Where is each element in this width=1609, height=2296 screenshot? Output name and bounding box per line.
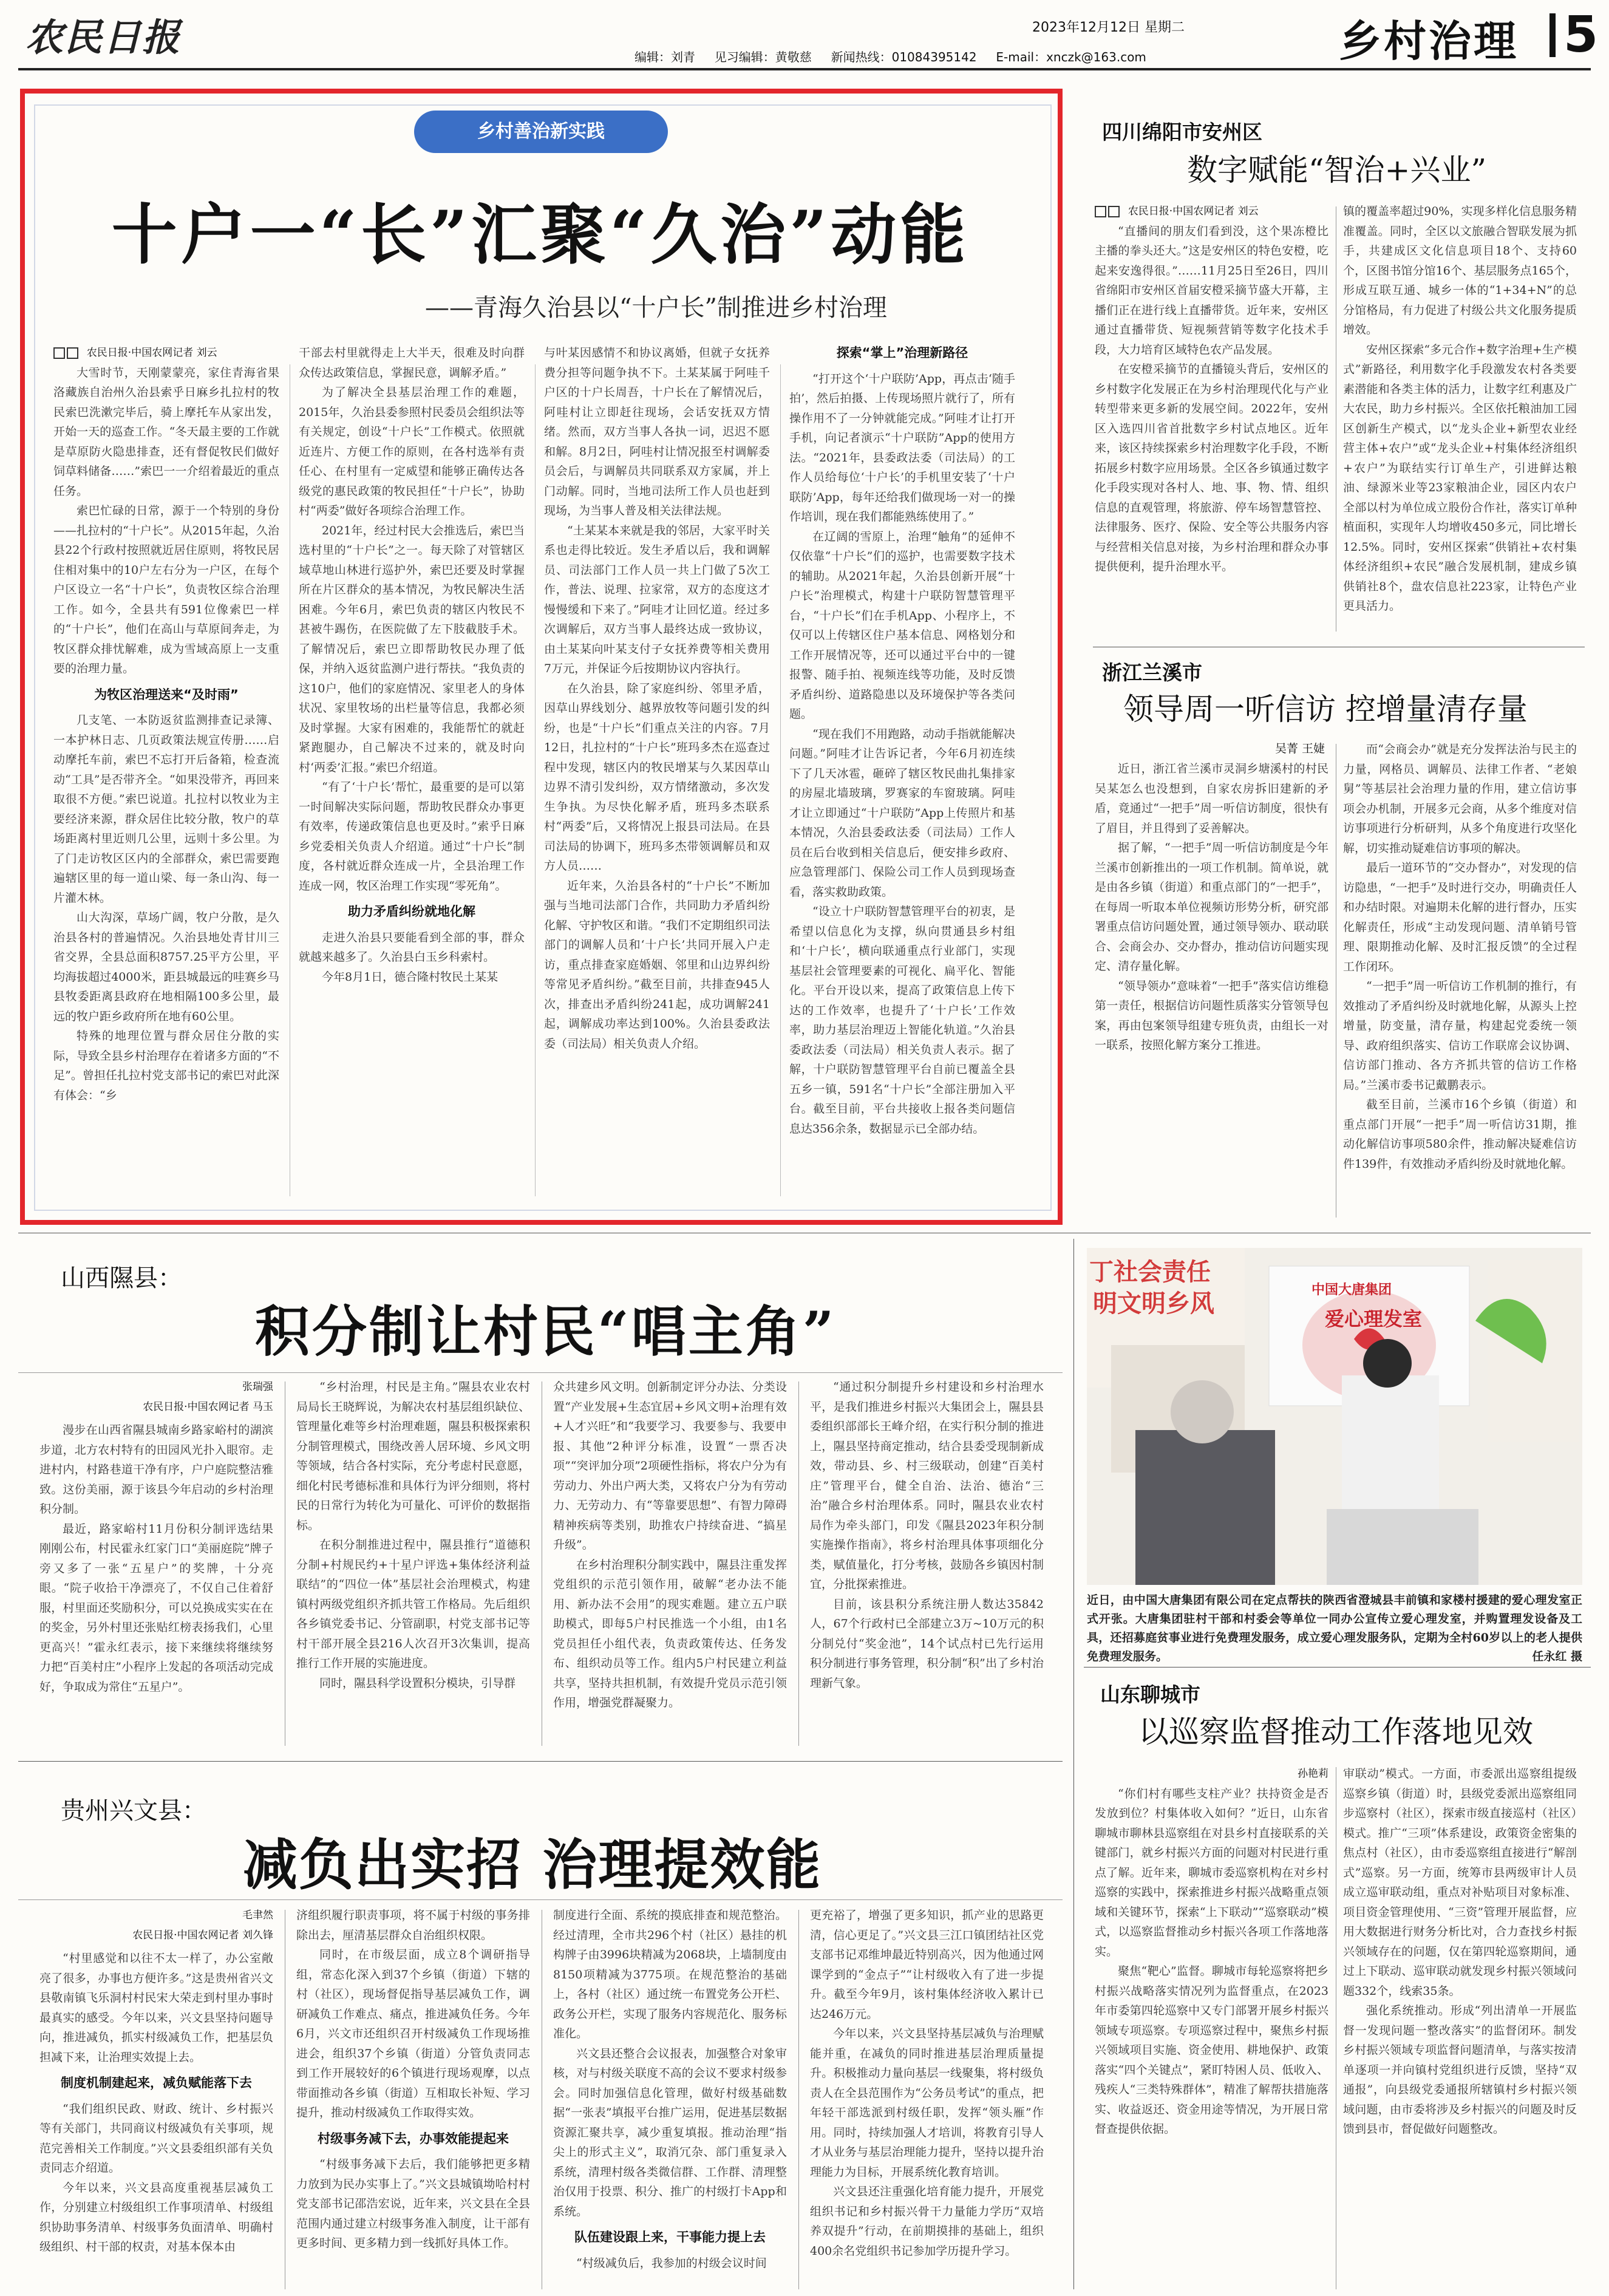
lead-subtitle: ——青海久治县以“十户长”制推进乡村治理 (425, 294, 887, 322)
room-name: 爱心理发室 (1325, 1307, 1423, 1330)
paragraph: 据了解，“一把手”周一听信访制度是今年兰溪市创新推出的一项工作机制。简单说，就是由各乡镇（街道）和重点部门的“一把手”，在每周一听取本单位视频访形势分析，研究部署重点信访问题处置，通过领导领办、联动联合、会商会办、交办督办，推动信访问题实现定、清存量化解。 (1095, 841, 1328, 973)
paragraph: “村里感觉和以往不太一样了，办公室敞亮了很多，办事也方便许多。”这是贵州省兴文县敬南镇飞乐洞村村民宋大荣走到村里办事时最真实的感受。今年以来，兴文县坚持问题导向，推进减负，抓实村级减负工作，把基层负担减下来，让治理实效提上去。 (39, 1952, 273, 2064)
paragraph: “村级减负后，我参加的村级会议时间 (576, 2256, 767, 2270)
paragraph: 2021年，经过村民大会推选后，索巴当选村里的“十户长”之一。每天除了对管辖区域草地山林进行巡护外，索巴还要及时掌握所在片区群众的基本情况，为牧民解决生活困难。今年6月，索巴负责的辖区内牧民不甚被牛踢伤，在医院做了左下肢截肢手术。了解情况后，索巴立即帮助牧民办理了低保，并纳入返贫监测户进行帮扶。“我负责的这10户，他们的家庭情况、家里老人的身体状况、家里牧场的出栏量等信息，我都必须及时掌握。大家有困难的，我能帮忙的就赶紧跑腿办，自己解决不过来的，就及时向村‘两委’汇报。”索巴介绍道。 (299, 523, 525, 774)
paragraph: 几支笔、一本防返贫监测排查记录簿、一本护林日志、几页政策法规宣传册……启动摩托车前，索巴不忘打开后备箱，检查流动“工具”是否带齐全。“如果没带齐，再回来取很不方便。”索巴说道。扎拉村以牧业为主要经济来源，群众居住比较分散，牧户的草场距离村里近则几公里，远则十多公里。为了门走访牧区区内的全部群众，索巴需要跑遍辖区里的每一道山梁、每一条山沟、每一片灌木林。 (53, 714, 279, 905)
mianyang-column-2 (1343, 202, 1577, 639)
mianyang-title: 数字赋能“智治+兴业” (1187, 152, 1487, 188)
editor: 编辑：刘青 (634, 50, 695, 64)
subheading: 助力矛盾纠纷就地化解 (348, 904, 475, 919)
photo-credit: 任永红 摄 (1532, 1650, 1582, 1663)
paragraph: 制度进行全面、系统的摸底排查和规范整治。经过清理，全市共296个村（社区）悬挂的机构牌子由3996块精减为2068块，上墙制度由8150项精减为3775项。在规范整治的基础上，各村（社区）通过统一布置党务公开栏、政务公开栏，实现了服务内容规范化、服务标准化。 (553, 1909, 787, 2040)
paragraph: “村级事务减下去后，我们能够把更多精力放到为民办实事上了。”兴文县城镇坳哈村村党支部书记邵浩宏说，近年来，兴文县在全县范围内通过建立村级事务准入制度，让干部有更多时间、更多精力到一线抓好具体工作。 (296, 2158, 530, 2250)
news-photo (1087, 1248, 1582, 1585)
paragraph: 与叶某因感情不和协议离婚，但就子女抚养费分担等问题争执不下。土某某属于阿哇千户区的十户长周吾，十户长在了解情况后，阿哇村让立即赶往现场，会话安抚双方情绪。然而，双方当事人各执一词，迟迟不愿和解。8月2日，阿哇村让情况报至村调解委员会后，与调解员共同联系双方家属，并上门动解。同时，当地司法所工作人员也赶到现场，为当事人普及相关法律法规。 (544, 346, 770, 517)
mianyang-byline: 农民日报·中国农网记者 刘云 (1095, 202, 1328, 222)
paragraph: 在积分制推进过程中，隰县推行“道德积分制+村规民约+十星户评选+集体经济利益联结”的“四位一体”基层社会治理模式，构建镇村两级党组织齐抓共管工作格局。先后组织各乡镇党委书记、分管副职，村党支部书记等村干部开展全县216人次召开3次集训，提高推行工作开展的实施进度。 (296, 1538, 530, 1670)
news-hotline: 新闻热线：01084395142 (831, 50, 977, 64)
paragraph: 强化系统推动。形成“列出清单一开展监督一发现问题一整改落实”的监督闭环。制发乡村振兴领域专项监督问题清单，与落实按清单逐项一并向镇村党组织进行反馈，坚持“双通报”，向县级党委通报所辖镇村乡村振兴领域问题，由市委将涉及乡村振兴的问题及时反馈到县市，督促做好问题整改。 (1343, 2004, 1577, 2136)
lead-title: 十户一“长”汇聚“久治”动能 (111, 197, 970, 273)
paragraph: 聚焦“靶心”监督。聊城市每轮巡察将把乡村振兴战略落实情况列为监督重点，在2023年市委第四轮巡察中又专门部署开展乡村振兴领域专项巡察。专项巡察过程中，聚焦乡村振兴领域项目实施、资金使用、耕地保护、政策落实“四个关键点”，紧盯特困人员、低收入、残疾人“三类特殊群体”，精准了解帮扶措施落实、收益返还、资金用途等情况，为开展日常督查提供依据。 (1095, 1964, 1328, 2136)
lanxi-title: 领导周一听信访 控增量清存量 (1123, 692, 1528, 727)
room-brand: 中国大唐集团 (1311, 1283, 1392, 1298)
subheading: 为牧区治理送来“及时雨” (94, 687, 239, 702)
mianyang-region: 四川绵阳市安州区 (1102, 120, 1262, 144)
xingwen-column-1 (39, 1906, 273, 2291)
xixian-byline: 农民日报·中国农网记者 马玉 (143, 1400, 273, 1413)
wall-sign-line-2: 明文明乡风 (1093, 1290, 1214, 1318)
paragraph: 在久治县，除了家庭纠纷、邻里矛盾，因草山界线划分、越界放牧等问题引发的纠纷，也是“十户长”们重点关注的内容。7月12日，扎拉村的“十户长”班玛多杰在巡查过程中发现，辖区内的牧民增某与久某因草山边界不清引发纠纷，双方情绪激动，多次发生争执。为尽快化解矛盾，班玛多杰联系村“两委”后，又将情况上报县司法局。在县司法局的协调下，班玛多杰带领调解员和双方人员…… (544, 681, 770, 873)
editor-credit (634, 47, 1146, 65)
lead-byline: 农民日报·中国农网记者 刘云 (53, 343, 279, 363)
masthead-logo: 农民日报 (26, 15, 182, 60)
paragraph: “设立十户联防智慧管理平台的初衷，是希望以信息化为支撑，纵向贯通县乡村组和‘十户长’，横向联通重点行业部门，实现基层社会管理要素的可视化、扁平化、智能化。平台开设以来，提高了政策信息上传下达的工作效率，也提升了‘十户长’工作效率，助力基层治理迈上智能化轨道。”久治县委政法委（司法局）相关负责人表示。据了解，十户联防智慧管理平台自前已覆盖全县五乡一镇，591名“十户长”全部注册加入平台。截至目前，平台共接收上报各类问题信息达356余条，数据显示已全部办结。 (789, 905, 1015, 1136)
paragraph: 截至目前，兰溪市16个乡镇（街道）和重点部门开展“一把手”周一听信访31期，推动化解信访事项580余件，推动解决疑难信访件139件，有效推动矛盾纠纷及时就地化解。 (1343, 1098, 1577, 1171)
liaocheng-column-1 (1095, 1764, 1328, 2291)
xixian-author: 张瑞强 (242, 1381, 273, 1393)
subheading: 制度机制建起来，减负赋能落下去 (61, 2076, 252, 2090)
paragraph: 同时，隰县科学设置积分模块，引导群 (319, 1676, 516, 1690)
paragraph: 在辽阔的雪原上，治理“触角”的延伸不仅依靠“十户长”们的巡护，也需要数字技术的辅助。从2021年起，久治县创新开展“十户长”治理模式，构建十户联防智慧管理平台，“十户长”们在手机App、小程序上，不仅可以上传辖区住户基本信息、网格划分和工作开展情况等，还可以通过平台中的一键报警、随手拍、视频连线等功能，及时反馈矛盾纠纷、道路隐患以及环境保护等各类问题。 (789, 530, 1015, 721)
paragraph: 干部去村里就得走上大半天，很难及时向群众传达政策信息，掌握民意，调解矛盾。” (299, 346, 525, 380)
paragraph: 索巴忙碌的日常，源于一个特别的身份——扎拉村的“十户长”。从2015年起，久治县22个行政村按照就近居住原则，将牧民居住相对集中的10户左右分为一户区，在每个户区设立一名“十户长”，负责牧区综合治理工作。如今，全县共有591位像索巴一样的“十户长”，他们在高山与草原间奔走，为牧区群众排忧解难，成为雪域高原上一支重要的治理力量。 (53, 504, 279, 675)
paragraph: “有了‘十户长’帮忙，最重要的是可以第一时间解决实际问题，帮助牧民群众办事更有效率，传递政策信息也更及时。”索乎日麻乡党委相关负责人介绍道。通过“十户长”制度，各村就近群众连成一片，全县治理工作连成一网，牧区治理工作实现“零死角”。 (299, 780, 525, 893)
liaocheng-column-2 (1343, 1764, 1577, 2291)
lead-column-4 (789, 343, 1015, 1205)
liaocheng-region: 山东聊城市 (1100, 1683, 1200, 1706)
liaocheng-title: 以巡察监督推动工作落地见效 (1138, 1714, 1533, 1749)
subheading: 探索“掌上”治理新路径 (836, 346, 968, 360)
lanxi-column-2 (1343, 740, 1577, 1219)
wall-sign-line-1: 丁社会责任 (1089, 1258, 1211, 1286)
section-name: 乡村治理 (1339, 16, 1519, 66)
paragraph: “一把手”周一听信访工作机制的推行，有效推动了矛盾纠纷及时就地化解，从源头上控增量，防变量，清存量，构建起党委统一领导、政府组织落实、信访工作联席会议协调、信访部门推动、各方齐抓共管的信访工作格局。”兰溪市委书记戴鹏表示。 (1343, 979, 1577, 1092)
subheading: 村级事务减下去，办事效能提起来 (318, 2131, 509, 2146)
paragraph: “土某某本来就是我的邻居，大家平时关系也走得比较近。发生矛盾以后，我和调解员、司法部门工作人员一共上门做了5次工作，普法、说理、拉家常，双方的态度这才慢慢缓和下来了。”阿哇才让回忆道。经过多次调解后，双方当事人最终达成一致协议，由土某某向叶某支付子女抚养费等相关费用7万元，并保证今后按期协议内容执行。 (544, 523, 770, 675)
proof-editor: 见习编辑：黄敬慈 (714, 50, 812, 64)
paragraph: 最后一道环节的“交办督办”，对发现的信访隐患，“一把手”及时进行交办，明确责任人和办结时限。对遍期未化解的进行督办，压实化解责任，形成“主动发现问题、清单销号管理、限期推动化解、及时汇报反馈”的全过程工作闭环。 (1343, 861, 1577, 973)
email: E-mail：xnczk@163.com (996, 50, 1146, 64)
xixian-column-2 (296, 1377, 530, 1748)
xingwen-column-3 (553, 1906, 787, 2291)
paragraph: 漫步在山西省隰县城南乡路家峪村的湖滨步道，北方农村特有的田园风光扑入眼帘。走进村内，村路巷道干净有序，户户庭院整洁雅致。这份美丽，源于该县今年启动的乡村治理积分制。 (39, 1423, 273, 1516)
paragraph: 近日，浙江省兰溪市灵洞乡塘溪村的村民吴某怎么也没想到，自家农房拆旧建新的矛盾，竟通过“一把手”周一听信访制度，很快有了眉目，并且得到了妥善解决。 (1095, 762, 1328, 835)
paragraph: 兴文县还注重强化培育能力提升，开展党组织书记和乡村振兴骨干力量能力学历“双培养双提升”行动，在前期摸排的基础上，组织400余名党组织书记参加学历提升学习。 (810, 2185, 1044, 2258)
paragraph: 近年来，久治县各村的“十户长”不断加强与当地司法部门合作，共同助力矛盾纠纷化解、守护牧区和谐。“我们不定期组织司法部门的调解人员和‘十户长’共同开展入户走访，重点排查家庭婚姻、邻里和山边界纠纷等常见矛盾纠纷。”截至目前，共排查945人次，排查出矛盾纠纷241起，成功调解241起，调解成功率达到100%。久治县委政法委（司法局）相关负责人介绍。 (544, 879, 770, 1051)
paragraph: 走进久治县只要能看到全部的事，群众就越来越多了。久治县白玉乡科索村。 (299, 930, 525, 964)
lanxi-byline: 吴菁 王婕 (1275, 742, 1325, 755)
paragraph: “我们组织民政、财政、统计、乡村振兴等有关部门，共同商议村级减负有关事项，规范完善相关工作制度。”兴文县委组织部有关负责同志介绍道。 (39, 2102, 273, 2175)
xixian-column-3 (553, 1377, 787, 1748)
paragraph: 今年以来，兴文县坚持基层减负与治理赋能并重，在减负的同时推进基层治理质量提升。积极推动力量向基层一线聚集，将村级负责人在全县范围作为“公务员考试”的重点，把年轻干部选派到村级任职，发挥“领头雁”作用。同时，持续加强人才培训，将教育引导人才从业务与基层治理能力提升，坚持以提升治理能力为目标，开展系统化教育培训。 (810, 2027, 1044, 2179)
issue-date: 2023年12月12日 星期二 (1032, 20, 1185, 35)
xixian-column-4 (810, 1377, 1044, 1748)
xixian-column-1 (39, 1377, 273, 1748)
liaocheng-author: 孙艳莉 (1298, 1768, 1328, 1780)
paragraph: 山大沟深，草场广阔，牧户分散，是久治县各村的普遍情况。久治县地处青甘川三省交界，全县总面积8757.25平方公里，平均海拔超过4000米，距县城最远的哇赛乡马县牧委距离县政府在地相隔100多公里，最远的牧户距乡政府所在地有60公里。 (53, 911, 279, 1023)
paragraph: 在乡村治理积分制实践中，隰县注重发挥党组织的示范引领作用，破解“老办法不能用、新办法不会用”的现实难题。建立五户联助模式，即每5户村民推选一个小组，由1名党员担任小组代表，负责政策传达、任务发布、组织动员等工作。组内5户村民建立利益共享，坚持共担机制，有效提升党员示范引领作用，增强党群凝聚力。 (553, 1558, 787, 1709)
lead-column-1 (53, 343, 279, 1205)
paragraph: 众共建乡风文明。创新制定评分办法、分类设置“产业发展+生态宜居+乡风文明+治理有效+人才兴旺”和“我要学习、我要参与、我要申报、其他”2种评分标准，设置“一票否决项”“突评加分项”2项硬性指标，将农户分为有劳动力、外出户两大类，又将农户分为有劳动力、无劳动力、有“等靠要思想”、有智力障碍精神疾病等类别，助推农户持续奋进、“搞星升级”。 (553, 1380, 787, 1552)
lanxi-column-1 (1095, 759, 1328, 1211)
paragraph: 更充裕了，增强了更多知识，抓产业的思路更清，信心更足了。”兴文县三江口镇团结社区党支部书记邓维坤最近特别高兴，因为他通过网课学到的“金点子”“让村级收入有了进一步提升。截至今年9月，该村集体经济收入累计已达246万元。 (810, 1909, 1044, 2021)
section-divider-bar (1549, 13, 1556, 57)
paragraph: 安州区探索“多元合作+数字治理+生产模式”新路径，利用数字化手段激发农村各类要素潜能和各类主体的活力，让数字红利惠及广大农民，助力乡村振兴。全区依托粮油加工园区创新生产模式，以“龙头企业+新型农业经营主体+农户”或“龙头企业+村集体经济组织+农户”为联结实行订单生产，引进鲜达粮油、绿源米业等23家粮油企业，园区内农户全部以村为单位成立股份合作社，落实订单种植面积，实现年人均增收450多元，同比增长12.5%。同时，安州区探索“供销社+农村集体经济组织+农民”融合发展机制，建成乡镇供销社8个，盘农信息社223家，让特色产业更具活力。 (1343, 342, 1577, 613)
paragraph: 大雪时节，天刚蒙蒙亮，家住青海省果洛藏族自治州久治县索乎日麻乡扎拉村的牧民索巴洗漱完毕后，骑上摩托车从家出发，开始一天的巡查工作。“冬天最主要的工作就是草原防火隐患排查，还有督促牧民们做好饲草料储备……”索巴一一介绍着最近的重点任务。 (53, 366, 279, 498)
xingwen-author: 毛聿然 (242, 1909, 273, 1921)
xixian-title: 积分制让村民“唱主角” (255, 1300, 837, 1364)
photo-caption: 近日，由中国大唐集团有限公司在定点帮扶的陕西省澄城县丰前镇和家楼村援建的爱心理发室正式开张。大唐集团驻村干部和村委会等单位一同办公宣传立爱心理发室，并购置理发设备及工具，还招募庭贫事业进行免费理发服务，成立爱心理发服务队，定期为全村60岁以上的老人提供免费理发服务。 任永红 摄 (1087, 1591, 1582, 1666)
masthead-rule (18, 68, 1591, 70)
xingwen-column-4 (810, 1906, 1044, 2291)
paragraph: “乡村治理，村民是主角。”隰县农业农村局局长王晓辉说，为解决农村基层组织缺位、管理量化难等乡村治理难题，隰县积极探索积分制管理模式，围绕改善人居环境、乡风文明等领域，结合各村实际，充分考虑村民意愿，细化村民考德标准和具体行为评分细则，将村民的日常行为转化为可量化、可评价的数据指标。 (296, 1380, 530, 1532)
paragraph: “领导领办”意味着“一把手”落实信访维稳第一责任，根据信访问题性质落实分管领导包案，再由包案领导组建专班负责，由组长一对一联系，按照化解方案分工推进。 (1095, 979, 1328, 1052)
paragraph: 在安橙采摘节的直播镜头背后，安州区的乡村数字化发展正在为乡村治理现代化与产业转型带来更多新的发展空间。2022年，安州区入选四川省首批数字乡村试点地区。近年来，该区持续探索乡村治理数字化手段，不断拓展乡村数字应用场景。全区各乡镇通过数字化手段实现对各村人、地、事、物、情、组织信息的直观管理，将旅游、停车场智慧管控、法律服务、医疗、保险、安全等公共服务内容与经营相关信息对接，为乡村治理和群众办事提供便利，提升治理水平。 (1095, 363, 1328, 573)
paragraph: “通过积分制提升乡村建设和乡村治理水平，是我们推进乡村振兴大集团会上，隰县县委组织部部长王峰介绍，在实行积分制的推进上，隰县坚持商定推动，结合县委受现制新成效，带动县、乡、村三级联动，创建“百美村庄”管理平台，健全自治、法治、德治“三治”融合乡村治理体系。同时，隰县农业农村局作为牵头部门，印发《隰县2023年积分制实施操作指南》，将乡村治理具体事项细化分类，赋值量化，打分考核，鼓励各乡镇因村制宜，分批探索推进。 (810, 1380, 1044, 1591)
xingwen-column-2 (296, 1906, 530, 2291)
subheading: 队伍建设跟上来，干事能力提上去 (574, 2230, 766, 2244)
xingwen-title: 减负出实招 治理提效能 (243, 1833, 822, 1897)
paragraph: 济组织履行职责事项，将不属于村级的事务排除出去，厘清基层群众自治组织权限。 (296, 1909, 530, 1942)
xingwen-byline: 农民日报·中国农网记者 刘久锋 (132, 1929, 273, 1941)
lead-column-2 (299, 343, 525, 1205)
section-tag: 乡村善治新实践 (414, 111, 668, 153)
paragraph: 今年以来，兴文县高度重视基层减负工作，分别建立村级组织工作事项清单、村级组织协助事务清单、村级事务负面清单、明确村级组织、村干部的权责，对基本保本由 (39, 2181, 273, 2253)
mianyang-column-1 (1095, 202, 1328, 639)
xixian-region: 山西隰县： (61, 1264, 182, 1292)
paragraph: 目前，该县积分系统注册人数达35842人，67个行政村已全部建立3万~10万元的积分制兑付“奖金池”，14个试点村已先行运用积分制进行事务管理，积分制“积”出了乡村治理新气象。 (810, 1597, 1044, 1690)
paragraph: 镇的覆盖率超过90%，实现多样化信息服务精准覆盖。同时，全区以文旅融合智联发展为抓手，共建成区文化信息项目18个、支持60个，区图书馆分馆16个、基层服务点165个，形成互联互通、城乡一体的“1+34+N”的总分馆格局，有力促进了村级公共文化服务提质增效。 (1343, 205, 1577, 336)
paragraph: 审联动”模式。一方面，市委派出巡察组提级巡察乡镇（街道）时，县级党委派出巡察组同步巡察村（社区），探索市级直接巡村（社区）模式。推广“三项”体系建设，政策资金密集的焦点村（社区），由市委巡察组直接进行“解剖式”巡察。另一方面，统筹市县两级审计人员成立巡审联动组，重点对补贴项目对象标准、项目资金管理使用、“三资”管理开展监督，应用大数据进行财务分析比对，合力查找乡村振兴领域存在的问题，仅在第四轮巡察期间，通过上下联动、巡审联动就发现乡村振兴领域问题332个，线索35条。 (1343, 1767, 1577, 1998)
xingwen-region: 贵州兴文县： (61, 1797, 206, 1825)
paragraph: 而“会商会办”就是充分发挥法治与民主的力量，网格员、调解员、法律工作者、“老娘舅”等基层社会治理力量的作用，建立信访事项会办机制，开展多元会商，从多个维度对信访事项进行分析研判，从多个角度进行攻坚化解，切实推动疑难信访事项的解决。 (1343, 743, 1577, 855)
page-number: 5 (1563, 6, 1599, 64)
paragraph: “打开这个‘十户联防’App，再点击‘随手拍’，然后拍摄、上传现场照片就行了，所有操作用不了一分钟就能完成。”阿哇才让打开手机，向记者演示“十户联防”App的使用方法。“2021年，县委政法委（司法局）的工作人员给每位‘十户长’的手机里安装了‘十户联防’App，每年还给我们做现场一对一的操作培训，现在我们都能熟练使用了。” (789, 372, 1015, 523)
lanxi-region: 浙江兰溪市 (1102, 661, 1202, 684)
paragraph: “现在我们不用跑路，动动手指就能解决问题。”阿哇才让告诉记者，今年6月初连续下了几天冰雹，砸碎了辖区牧民曲扎集排家的房屋北墙玻璃，罗赛家的车窗玻璃。阿哇才让立即通过“十户联防”App上传照片和基本情况，久治县委政法委（司法局）工作人员在后台收到相关信息后，便安排乡政府、应急管理部门、保险公司工作人员到现场查看，落实救助政策。 (789, 727, 1015, 899)
paragraph: 今年8月1日，德合隆村牧民土某某 (322, 970, 498, 984)
paragraph: 兴文县还整合会议报表，加强整合对象审核，对与村级关联度不高的会议不要求村级参会。同时加强信息化管理，做好村级基础数据“一张表”填报平台推广运用，促进基层数据资源汇聚共享，减少重复填报。推动治理“指尖上的形式主义”，取消冗杂、部门重复录入系统，清理村级各类微信群、工作群、清理整治仅用于投票、积分、推广的村级打卡App和系统。 (553, 2046, 787, 2218)
paragraph: 特殊的地理位置与群众居住分散的实际，导致全县乡村治理存在着诸多方面的“不足”。曾担任扎拉村党支部书记的索巴对此深有体会：“乡 (53, 1029, 279, 1102)
paragraph: “你们村有哪些支柱产业？扶持资金是否发放到位？村集体收入如何？”近日，山东省聊城市聊林县巡察组在对县乡村直接联系的关键部门，就乡村振兴方面的问题对村民进行重点了解。近年来，聊城市委巡察机构在对乡村巡察的实践中，探索推进乡村振兴战略重点领域和关键环节，探索“上下联动”“巡察联动”模式，以巡察监督推动乡村振兴各项工作落地落实。 (1095, 1787, 1328, 1958)
paragraph: “直播间的朋友们看到没，这个果冻橙比主播的拳头还大。”这是安州区的特色安橙，吃起来安逸得很。”……11月25日至26日，四川省绵阳市安州区首届安橙采摘节盛大开幕，主播们正在进行线上直播带货。近年来，安州区通过直播带货、短视频营销等数字化技术手段，大力培育区域特色农产品发展。 (1095, 224, 1328, 356)
paragraph: 为了解决全县基层治理工作的难题，2015年，久治县委参照村民委员会组织法等有关规定，创设“十户长”工作模式。依照就近连片、方便工作的原则，在各村选举有责任心、在村里有一定威望和能够正确传达各级党的惠民政策的牧民担任“十户长”，协助村“两委”做好各项综合治理工作。 (299, 386, 525, 517)
paragraph: 同时，在市级层面，成立8个调研指导组，常态化深入到37个乡镇（街道）下辖的村（社区），现场督促指导基层减负工作，调研减负工作难点、痛点，推进减负任务。今年6月，兴文市还组织召开村级减负工作现场推进会，组织37个乡镇（街道）分管负责同志到工作开展较好的6个镇进行现场观摩，以点带面推动各乡镇（街道）互相取长补短、学习提升，推动村级减负工作取得实效。 (296, 1948, 530, 2119)
lead-column-3 (544, 343, 770, 1205)
paragraph: 最近，路家峪村11月份积分制评选结果刚刚公布，村民霍永红家门口“美丽庭院”牌子旁又多了一张“五星户”的奖牌，十分亮眼。“院子收拾干净漂亮了，不仅自己住着舒服，村里面还奖励积分，可以兑换成实实在在的奖金，另外村里还张贴红榜表扬我们，心里更高兴！”霍永红表示，接下来继续将继续努力把“百美村庄”小程序上发起的各项活动完成好，争取成为常住“五星户”。 (39, 1522, 273, 1694)
